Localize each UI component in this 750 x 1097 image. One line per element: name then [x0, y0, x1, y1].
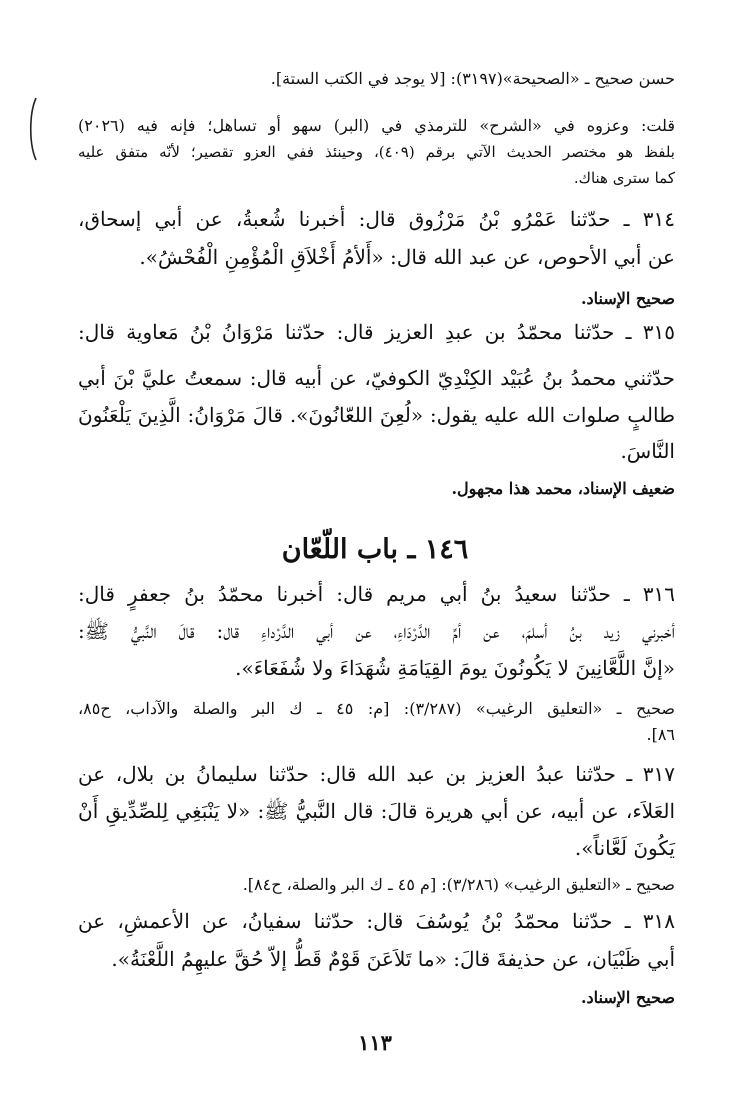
hadith-316-line: ٣١٦ ـ حدّثنا سعيدُ بنُ أبي مريم قال: أخبرنا محمّدُ بنُ جعفرٍ قال: — [78, 582, 675, 606]
hadith-316-line: «إنَّ اللَّعَّانِينَ لا يَكُونُونَ يومَ القِيَامَةِ شُهَدَاءَ ولا شُفَعَاءَ». — [235, 656, 675, 680]
hadith-317-line: ٣١٧ ـ حدّثنا عبدُ العزيز بن عبد الله قال: حدّثنا سليمانُ بن بلال، عن — [78, 762, 675, 786]
hadith-315-line: ٣١٥ ـ حدّثنا محمّدُ بن عبدِ العزيز قال: حدّثنا مَرْوَانُ بْنُ مَعاوية قال: — [78, 320, 675, 344]
grade-line: ٨٦]. — [646, 725, 675, 744]
grade-line: حسن صحيح ـ «الصحيحة»(٣١٩٧): [لا يوجد في الكتب الستة]. — [270, 69, 675, 88]
hadith-318-line: أبي ظَبْيَان، عن حذيفةَ قالَ: «ما تَلاَعَنَ قَوْمٌ قَطُّ إلاّ حُقَّ عليهِمُ اللَّعْنَةُ». — [111, 947, 675, 971]
hadith-314-line: عن أبي الأحوص، عن عبد الله قال: «أَلأمُ أَخْلاَقِ الْمُؤْمِنِ الْفُحْشُ». — [139, 245, 675, 269]
hadith-318-line: ٣١٨ ـ حدّثنا محمّدُ بْنُ يُوسُفَ قال: حدّثنا سفيانُ، عن الأعمشِ، عن — [78, 909, 675, 933]
hadith-317-line: يَكُونَ لَعَّاناً». — [574, 836, 675, 860]
grade-line: صحيح الإسناد. — [580, 289, 675, 308]
margin-bracket-mark — [26, 96, 40, 162]
page-number: ١١٣ — [358, 1030, 392, 1055]
note-line: كما سترى هناك. — [573, 169, 675, 187]
hadith-316-line: أخبرني زيد بنُ أسلمَ، عن أمِّ الدَّرْدَاءِ، عن أبي الدَّرْداءِ قال: قالَ النَّبيُّ ﷺ: — [78, 619, 675, 643]
hadith-317-line: العَلاَء، عن أبيه، عن أبي هريرة قالَ: قال النَّبيُّ ﷺ: «لا يَنْبَغِي لِلصِّدِّيقِ أَنْ — [78, 799, 675, 823]
chapter-heading: ١٤٦ ـ باب اللّعّان — [281, 534, 469, 565]
grade-line: صحيح ـ «التعليق الرغيب» (٣/٢٨٧): [م: ٤٥ ـ ك البر والصلة والآداب، ح٨٥، — [78, 699, 676, 718]
grade-line: ضعيف الإسناد، محمد هذا مجهول. — [451, 479, 675, 498]
hadith-315-line: النَّاسَ. — [620, 439, 675, 463]
grade-line: صحيح ـ «التعليق الرغيب» (٣/٢٨٦): [م ٤٥ ـ ك البر والصلة، ح٨٤]. — [242, 875, 675, 894]
hadith-315-line: طالبٍ صلوات الله عليه يقول: «لُعِنَ اللعّانُونَ». قالَ مَرْوَانُ: الَّذِينَ يَلْعَنُونَ — [78, 403, 676, 427]
note-line: قلت: وعزوه في «الشرح» للترمذي في (البر) سهو أو تساهل؛ فإنه فيه (٢٠٢٦) — [78, 116, 675, 135]
hadith-314-line: ٣١٤ ـ حدّثنا عَمْرُو بْنُ مَرْزُوق قال: أخبرنا شُعبةُ، عن أبي إسحاق، — [78, 207, 675, 231]
note-line: بلفظ هو مختصر الحديث الآتي برقم (٤٠٩)، وحينئذ ففي العزو تقصير؛ لأنّه متفق عليه — [78, 143, 675, 161]
hadith-315-line: حدّثني محمدُ بنُ عُبَيْد الكِنْدِيّ الكوفيّ، عن أبيه قال: سمعتُ عليَّ بْنَ أبي — [78, 366, 675, 390]
grade-line: صحيح الإسناد. — [580, 988, 675, 1007]
